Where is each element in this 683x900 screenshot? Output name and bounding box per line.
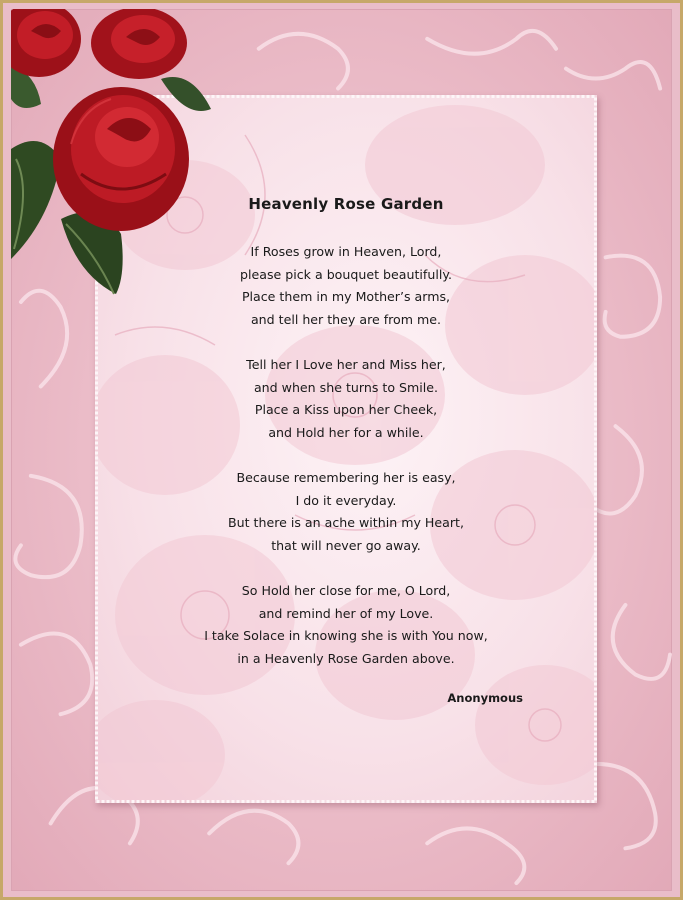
poem-line: and Hold her for a while. — [268, 425, 424, 441]
poem-author: Anonymous — [447, 691, 523, 705]
stanza — [95, 467, 597, 558]
rose-icon — [11, 9, 81, 77]
poem-line: Because remembering her is easy, — [236, 470, 456, 485]
poem-line: Tell her I Love her and Miss her, — [246, 357, 446, 372]
rose-icon — [91, 9, 187, 79]
poem-line: Place a Kiss upon her Cheek, — [254, 402, 438, 418]
poem-line: that will never go away. — [271, 538, 421, 554]
rose-leaf-icon — [161, 77, 211, 111]
poem-line: Place them in my Mother’s arms, — [241, 289, 451, 305]
poem-line: If Roses grow in Heaven, Lord, — [250, 244, 442, 259]
poem-title: Heavenly Rose Garden — [248, 195, 444, 213]
poem-line: I do it everyday. — [295, 492, 397, 508]
poem-line: I take Solace in knowing she is with You now, — [204, 628, 488, 644]
poem-line: and tell her they are from me. — [250, 312, 442, 328]
red-roses-illustration — [11, 9, 211, 309]
stanza — [95, 580, 597, 671]
stanza — [95, 354, 597, 445]
poem-line: So Hold her close for me, O Lord, — [241, 583, 451, 598]
poem-line: please pick a bouquet beautifully. — [239, 266, 452, 282]
poem-line: and when she turns to Smile. — [253, 379, 439, 395]
rose-icon — [53, 87, 189, 231]
poem-line: in a Heavenly Rose Garden above. — [237, 651, 455, 667]
poem-line: But there is an ache within my Heart, — [227, 515, 464, 531]
poem-line: and remind her of my Love. — [258, 605, 434, 621]
